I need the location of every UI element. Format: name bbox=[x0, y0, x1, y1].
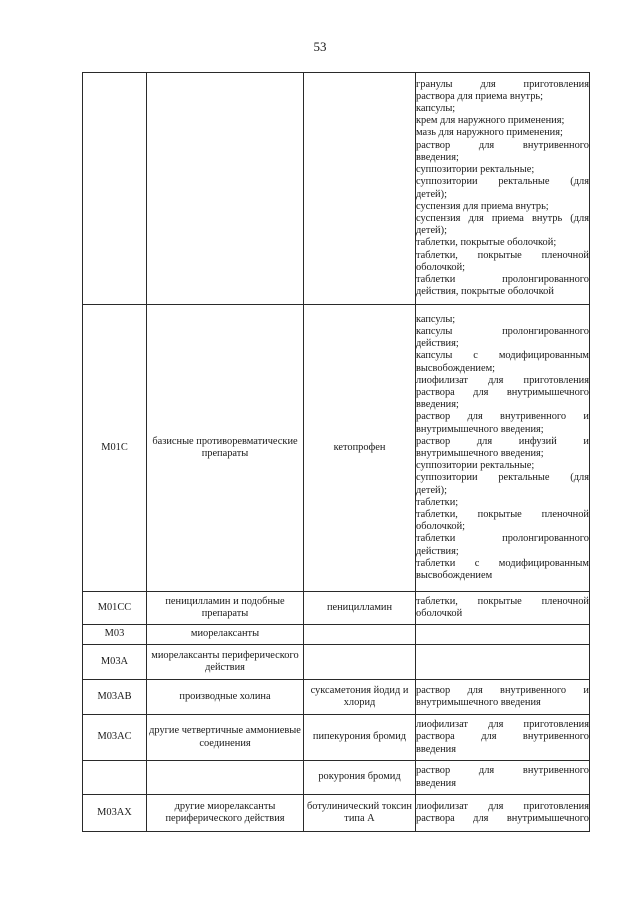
pharmacological-group-text: миорелаксанты bbox=[190, 628, 260, 640]
dosage-form-line: суппозитории ректальные (для bbox=[416, 176, 589, 188]
atc-code-cell bbox=[83, 625, 147, 645]
dosage-form-line: лиофилизат для приготовления bbox=[416, 374, 589, 386]
drug-name-text: кетопрофен bbox=[333, 441, 386, 453]
dosage-form-line: таблетки, покрытые пленочной bbox=[416, 249, 589, 261]
dosage-forms-cell bbox=[416, 645, 590, 680]
dosage-form-line: введения; bbox=[416, 399, 459, 411]
dosage-form-line: раствор для внутривенного bbox=[416, 765, 589, 777]
dosage-form-line: внутримышечного введения; bbox=[416, 448, 544, 459]
dosage-forms-cell bbox=[416, 795, 590, 832]
pharmacological-group-cell bbox=[147, 73, 304, 305]
dosage-form-line: раствора для внутримышечного bbox=[416, 813, 589, 824]
atc-code-cell bbox=[83, 305, 147, 592]
dosage-form-line: детей); bbox=[416, 188, 447, 200]
atc-code-cell bbox=[83, 761, 147, 795]
pharmacological-group-cell bbox=[147, 795, 304, 832]
dosage-form-line: суппозитории ректальные (для bbox=[416, 472, 589, 484]
dosage-form-line: капсулы; bbox=[416, 103, 456, 115]
dosage-form-line: внутримышечного введения bbox=[416, 697, 541, 708]
pharmacological-group-cell bbox=[147, 625, 304, 645]
dosage-form-line: таблетки пролонгированного bbox=[416, 273, 589, 285]
dosage-form-line: раствор для внутривенного и bbox=[416, 411, 589, 423]
dosage-form-line: раствора для внутримышечного bbox=[416, 386, 589, 398]
atc-code-text: M03A bbox=[100, 655, 129, 667]
drug-name-text: пипекурония бромид bbox=[312, 731, 407, 743]
atc-code-cell bbox=[83, 645, 147, 680]
pharmacological-group-text: пеницилламин и подобные препараты bbox=[165, 595, 285, 619]
dosage-form-line: раствора для внутривенного bbox=[416, 731, 589, 743]
atc-code-cell bbox=[83, 592, 147, 625]
pharmacological-group-text: другие миорелаксанты периферического действия bbox=[165, 800, 285, 824]
dosage-form-line: лиофилизат для приготовления bbox=[416, 719, 589, 731]
atc-code-cell bbox=[83, 73, 147, 305]
pharmacological-group-cell bbox=[147, 305, 304, 592]
table-row bbox=[83, 625, 590, 645]
dosage-form-line: раствор для инфузий и bbox=[416, 435, 589, 447]
table-row bbox=[83, 73, 590, 305]
dosage-form-line: капсулы; bbox=[416, 313, 456, 325]
page-number: 53 bbox=[313, 39, 327, 54]
table-row bbox=[83, 592, 590, 625]
dosage-form-line: суппозитории ректальные; bbox=[416, 460, 535, 472]
dosage-form-line: введения bbox=[416, 743, 457, 755]
dosage-form-line: оболочкой bbox=[416, 608, 463, 619]
drug-name-cell bbox=[304, 761, 416, 795]
table-row bbox=[83, 795, 590, 832]
dosage-form-line: раствор для внутривенного и bbox=[416, 684, 589, 696]
table-row bbox=[83, 680, 590, 715]
drug-table bbox=[82, 72, 590, 832]
dosage-form-line: таблетки пролонгированного bbox=[416, 533, 589, 545]
atc-code-text: M01CC bbox=[97, 601, 132, 613]
drug-name-text: суксаметония йодид и хлорид bbox=[310, 684, 409, 708]
drug-name-cell bbox=[304, 305, 416, 592]
drug-name-cell bbox=[304, 592, 416, 625]
dosage-form-line: лиофилизат для приготовления bbox=[416, 800, 589, 812]
dosage-form-line: таблетки, покрытые оболочкой; bbox=[416, 237, 557, 249]
dosage-form-line: детей); bbox=[416, 225, 447, 237]
drug-name-text: пеницилламин bbox=[326, 601, 393, 613]
dosage-form-line: действия, покрытые оболочкой bbox=[416, 286, 554, 298]
dosage-form-line: капсулы с модифицированным bbox=[416, 350, 589, 362]
pharmacological-group-cell bbox=[147, 715, 304, 761]
atc-code-cell bbox=[83, 715, 147, 761]
drug-name-text: рокурония бромид bbox=[318, 771, 401, 783]
drug-name-cell bbox=[304, 73, 416, 305]
dosage-forms-cell bbox=[416, 625, 590, 645]
dosage-forms-cell bbox=[416, 761, 590, 795]
drug-name-cell bbox=[304, 625, 416, 645]
dosage-form-line: суспензия для приема внутрь; bbox=[416, 200, 549, 212]
dosage-form-line: высвобождением; bbox=[416, 362, 496, 374]
dosage-form-line: раствор для внутривенного bbox=[416, 139, 589, 151]
table-body bbox=[83, 73, 590, 832]
table-row bbox=[83, 645, 590, 680]
dosage-form-line: внутримышечного введения; bbox=[416, 423, 544, 435]
table-row bbox=[83, 761, 590, 795]
dosage-form-line: введения; bbox=[416, 151, 459, 163]
dosage-form-line: таблетки, покрытые пленочной bbox=[416, 509, 589, 521]
pharmacological-group-cell bbox=[147, 645, 304, 680]
atc-code-text: M03AB bbox=[97, 690, 132, 702]
drug-name-cell bbox=[304, 715, 416, 761]
dosage-form-line: оболочкой; bbox=[416, 521, 466, 533]
drug-name-cell bbox=[304, 645, 416, 680]
drug-name-text: ботулинический токсин типа А bbox=[307, 800, 412, 824]
atc-code-cell bbox=[83, 795, 147, 832]
dosage-form-line: суппозитории ректальные; bbox=[416, 164, 535, 176]
drug-name-cell bbox=[304, 795, 416, 832]
dosage-form-line: высвобождением bbox=[416, 570, 493, 582]
atc-code-text: M01C bbox=[101, 441, 128, 453]
dosage-form-line: действия; bbox=[416, 545, 459, 557]
dosage-form-line: оболочкой; bbox=[416, 261, 466, 273]
pharmacological-group-cell bbox=[147, 680, 304, 715]
dosage-form-line: крем для наружного применения; bbox=[416, 115, 565, 127]
dosage-form-line: капсулы пролонгированного bbox=[416, 325, 589, 337]
dosage-forms-cell bbox=[416, 73, 590, 305]
pharmacological-group-text: производные холина bbox=[179, 690, 271, 702]
drug-name-cell bbox=[304, 680, 416, 715]
dosage-forms-cell bbox=[416, 305, 590, 592]
dosage-forms-cell bbox=[416, 715, 590, 761]
atc-code-cell bbox=[83, 680, 147, 715]
dosage-form-line: суспензия для приема внутрь (для bbox=[416, 212, 589, 224]
atc-code-text: M03AC bbox=[97, 731, 132, 743]
pharmacological-group-cell bbox=[147, 761, 304, 795]
pharmacological-group-text: миорелаксанты периферического действия bbox=[151, 649, 299, 673]
dosage-form-line: раствора для приема внутрь; bbox=[416, 90, 544, 102]
dosage-form-line: таблетки с модифицированным bbox=[416, 557, 589, 569]
dosage-forms-cell bbox=[416, 592, 590, 625]
atc-code-text: M03 bbox=[104, 628, 125, 640]
pharmacological-group-text: базисные противоревматические препараты bbox=[152, 435, 298, 459]
dosage-form-line: детей); bbox=[416, 484, 447, 496]
dosage-form-line: действия; bbox=[416, 338, 459, 350]
dosage-form-line: таблетки; bbox=[416, 496, 459, 508]
table-row bbox=[83, 305, 590, 592]
pharmacological-group-text: другие четвертичные аммониевые соединения bbox=[149, 725, 301, 749]
table-row bbox=[83, 715, 590, 761]
dosage-forms-cell bbox=[416, 680, 590, 715]
dosage-form-line: мазь для наружного применения; bbox=[416, 127, 563, 139]
atc-code-text: M03AX bbox=[97, 806, 132, 818]
pharmacological-group-cell bbox=[147, 592, 304, 625]
dosage-form-line: таблетки, покрытые пленочной bbox=[416, 595, 589, 607]
dosage-form-line: гранулы для приготовления bbox=[416, 78, 589, 90]
dosage-form-line: введения bbox=[416, 777, 457, 789]
